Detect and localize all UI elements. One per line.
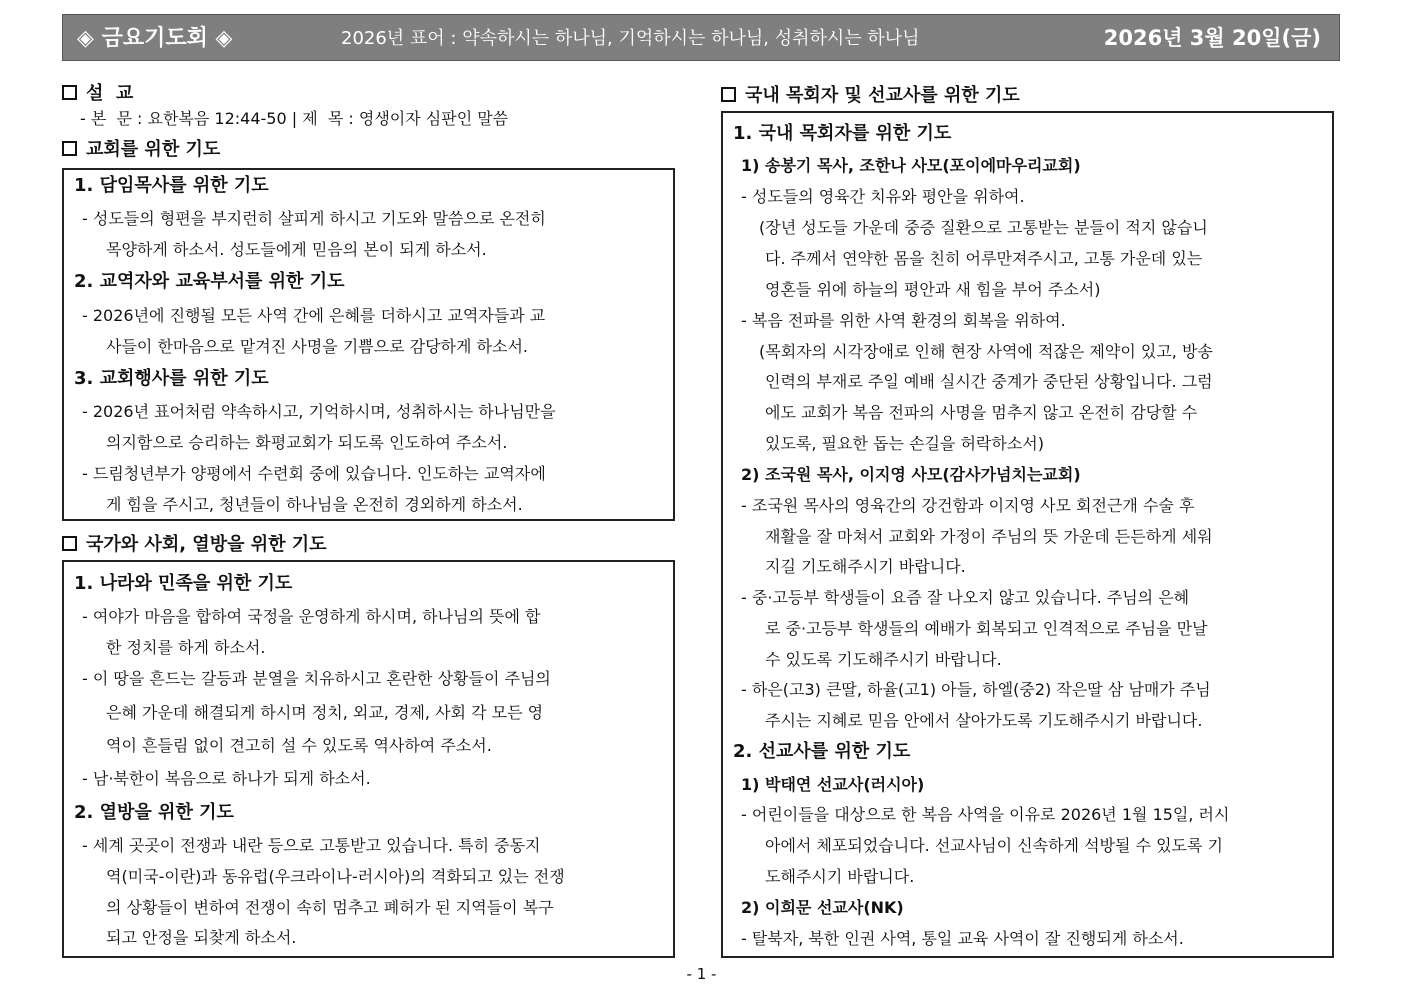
nation-prayer-heading-label: 국가와 사회, 열방을 위한 기도 [86, 534, 327, 555]
prayer-line: 있도록, 필요한 돕는 손길을 허락하소서) [765, 434, 1044, 453]
prayer-line: 되고 안정을 되찾게 하소서. [106, 928, 297, 947]
prayer-line: 의 상황들이 변하여 전쟁이 속히 멈추고 폐허가 된 지역들이 복구 [106, 898, 554, 917]
prayer-line: - 드림청년부가 양평에서 수련회 중에 있습니다. 인도하는 교역자에 [82, 464, 546, 483]
prayer-line: - 2026년 표어처럼 약속하시고, 기억하시며, 성취하시는 하나님만을 [82, 402, 556, 421]
prayer-item-title: 3. 교회행사를 위한 기도 [74, 368, 269, 389]
prayer-item-title: 2. 교역자와 교육부서를 위한 기도 [74, 271, 345, 292]
prayer-line: 에도 교회가 복음 전파의 사명을 멈추지 않고 온전히 감당할 수 [765, 403, 1198, 422]
prayer-item-title: 2. 열방을 위한 기도 [74, 802, 234, 823]
prayer-line: - 중·고등부 학생들이 요즘 잘 나오지 않고 있습니다. 주님의 은혜 [741, 588, 1190, 607]
prayer-line: 역(미국-이란)과 동유럽(우크라이나-러시아)의 격화되고 있는 전쟁 [106, 867, 565, 886]
prayer-line: - 하은(고3) 큰딸, 하율(고1) 아들, 하엘(중2) 작은딸 삼 남매가 주님 [741, 680, 1211, 699]
nation-prayer-panel [62, 560, 675, 958]
prayer-line: 아에서 체포되었습니다. 선교사님이 신속하게 석방될 수 있도록 기 [765, 836, 1224, 855]
prayer-line: - 이 땅을 흔드는 갈등과 분열을 치유하시고 혼란한 상황들이 주님의 [82, 669, 551, 688]
prayer-line: 게 힘을 주시고, 청년들이 하나님을 온전히 경외하게 하소서. [106, 495, 523, 514]
prayer-line: 수 있도록 기도해주시기 바랍니다. [765, 650, 1002, 669]
prayer-item-title: 1. 담임목사를 위한 기도 [74, 175, 269, 196]
prayer-line: 재활을 잘 마쳐서 교회와 가정이 주님의 뜻 가운데 든든하게 세워 [765, 527, 1213, 546]
church-prayer-heading [62, 138, 220, 162]
header-bar [62, 14, 1340, 61]
prayer-line: 지길 기도해주시기 바랍니다. [765, 557, 966, 576]
church-prayer-heading-label: 교회를 위한 기도 [86, 139, 221, 160]
prayer-line: - 조국원 목사의 영육간의 강건함과 이지영 사모 회전근개 수술 후 [741, 496, 1195, 515]
prayer-line: - 복음 전파를 위한 사역 환경의 회복을 위하여. [741, 311, 1066, 330]
prayer-line: 로 중·고등부 학생들의 예배가 회복되고 인격적으로 주님을 만날 [765, 619, 1208, 638]
prayer-line: 도해주시기 바랍니다. [765, 867, 915, 886]
header-date: 2026년 3월 20일(금) [1103, 26, 1321, 50]
header-motto: 2026년 표어 : 약속하시는 하나님, 기억하시는 하나님, 성취하시는 하나님 [341, 28, 920, 49]
prayer-line: - 2026년에 진행될 모든 사역 간에 은혜를 더하시고 교역자들과 교 [82, 306, 546, 325]
prayer-item-title: 1. 국내 목회자를 위한 기도 [733, 123, 952, 144]
page-number: - 1 - [686, 965, 717, 983]
prayer-line: 은혜 가운데 해결되게 하시며 정치, 외교, 경제, 사회 각 모든 영 [106, 703, 544, 722]
header-title: ◈ 금요기도회 ◈ [77, 26, 233, 51]
prayer-line: 목양하게 하소서. 성도들에게 믿음의 본이 되게 하소서. [106, 240, 487, 259]
prayer-line: 한 정치를 하게 하소서. [106, 638, 266, 657]
prayer-line: - 여야가 마음을 합하여 국정을 운영하게 하시며, 하나님의 뜻에 합 [82, 607, 541, 626]
prayer-line: (목회자의 시각장애로 인해 현장 사역에 적잖은 제약이 있고, 방송 [759, 342, 1213, 361]
prayer-line: 영혼들 위에 하늘의 평안과 새 힘을 부어 주소서) [765, 280, 1101, 299]
sermon-heading-label: 설 교 [86, 83, 134, 104]
prayer-line: - 성도들의 영육간 치유와 평안을 위하여. [741, 187, 1025, 206]
pastors-missionaries-panel [721, 111, 1334, 958]
checkbox-square-icon [62, 85, 77, 100]
prayer-line: (장년 성도들 가운데 중증 질환으로 고통받는 분들이 적지 않습니 [759, 218, 1208, 237]
pastors-missionaries-heading-label: 국내 목회자 및 선교사를 위한 기도 [745, 85, 1020, 106]
missionary-name: 2) 이희문 선교사(NK) [741, 898, 904, 917]
prayer-line: 역이 흔들림 없이 견고히 설 수 있도록 역사하여 주소서. [106, 736, 492, 755]
prayer-line: 주시는 지혜로 믿음 안에서 살아가도록 기도해주시기 바랍니다. [765, 711, 1203, 730]
prayer-line: 사들이 한마음으로 맡겨진 사명을 기쁨으로 감당하게 하소서. [106, 337, 529, 356]
sermon-info: - 본 문 : 요한복음 12:44-50 | 제 목 : 영생이자 심판인 말씀 [80, 109, 509, 128]
pastor-name: 1) 송봉기 목사, 조한나 사모(포이에마우리교회) [741, 156, 1081, 175]
nation-prayer-heading [62, 533, 327, 557]
prayer-item-title: 1. 나라와 민족을 위한 기도 [74, 573, 293, 594]
church-prayer-panel [62, 168, 675, 521]
sermon-heading [62, 82, 133, 106]
prayer-line: - 남·북한이 복음으로 하나가 되게 하소서. [82, 769, 371, 788]
missionary-name: 1) 박태연 선교사(러시아) [741, 775, 925, 794]
prayer-line: 의지함으로 승리하는 화평교회가 되도록 인도하여 주소서. [106, 433, 508, 452]
checkbox-square-icon [62, 536, 77, 551]
prayer-item-title: 2. 선교사를 위한 기도 [733, 741, 911, 762]
prayer-line: - 세계 곳곳이 전쟁과 내란 등으로 고통받고 있습니다. 특히 중동지 [82, 836, 541, 855]
pastor-name: 2) 조국원 목사, 이지영 사모(감사가넘치는교회) [741, 465, 1081, 484]
prayer-line: - 어린이들을 대상으로 한 복음 사역을 이유로 2026년 1월 15일, 러시 [741, 805, 1230, 824]
pastors-missionaries-heading [721, 84, 1020, 108]
checkbox-square-icon [62, 141, 77, 156]
prayer-line: - 탈북자, 북한 인권 사역, 통일 교육 사역이 잘 진행되게 하소서. [741, 929, 1184, 948]
prayer-line: 다. 주께서 연약한 몸을 친히 어루만져주시고, 고통 가운데 있는 [765, 249, 1203, 268]
prayer-line: - 성도들의 형편을 부지런히 살피게 하시고 기도와 말씀으로 온전히 [82, 209, 546, 228]
checkbox-square-icon [721, 87, 736, 102]
prayer-line: 인력의 부재로 주일 예배 실시간 중계가 중단된 상황입니다. 그럼 [765, 372, 1213, 391]
